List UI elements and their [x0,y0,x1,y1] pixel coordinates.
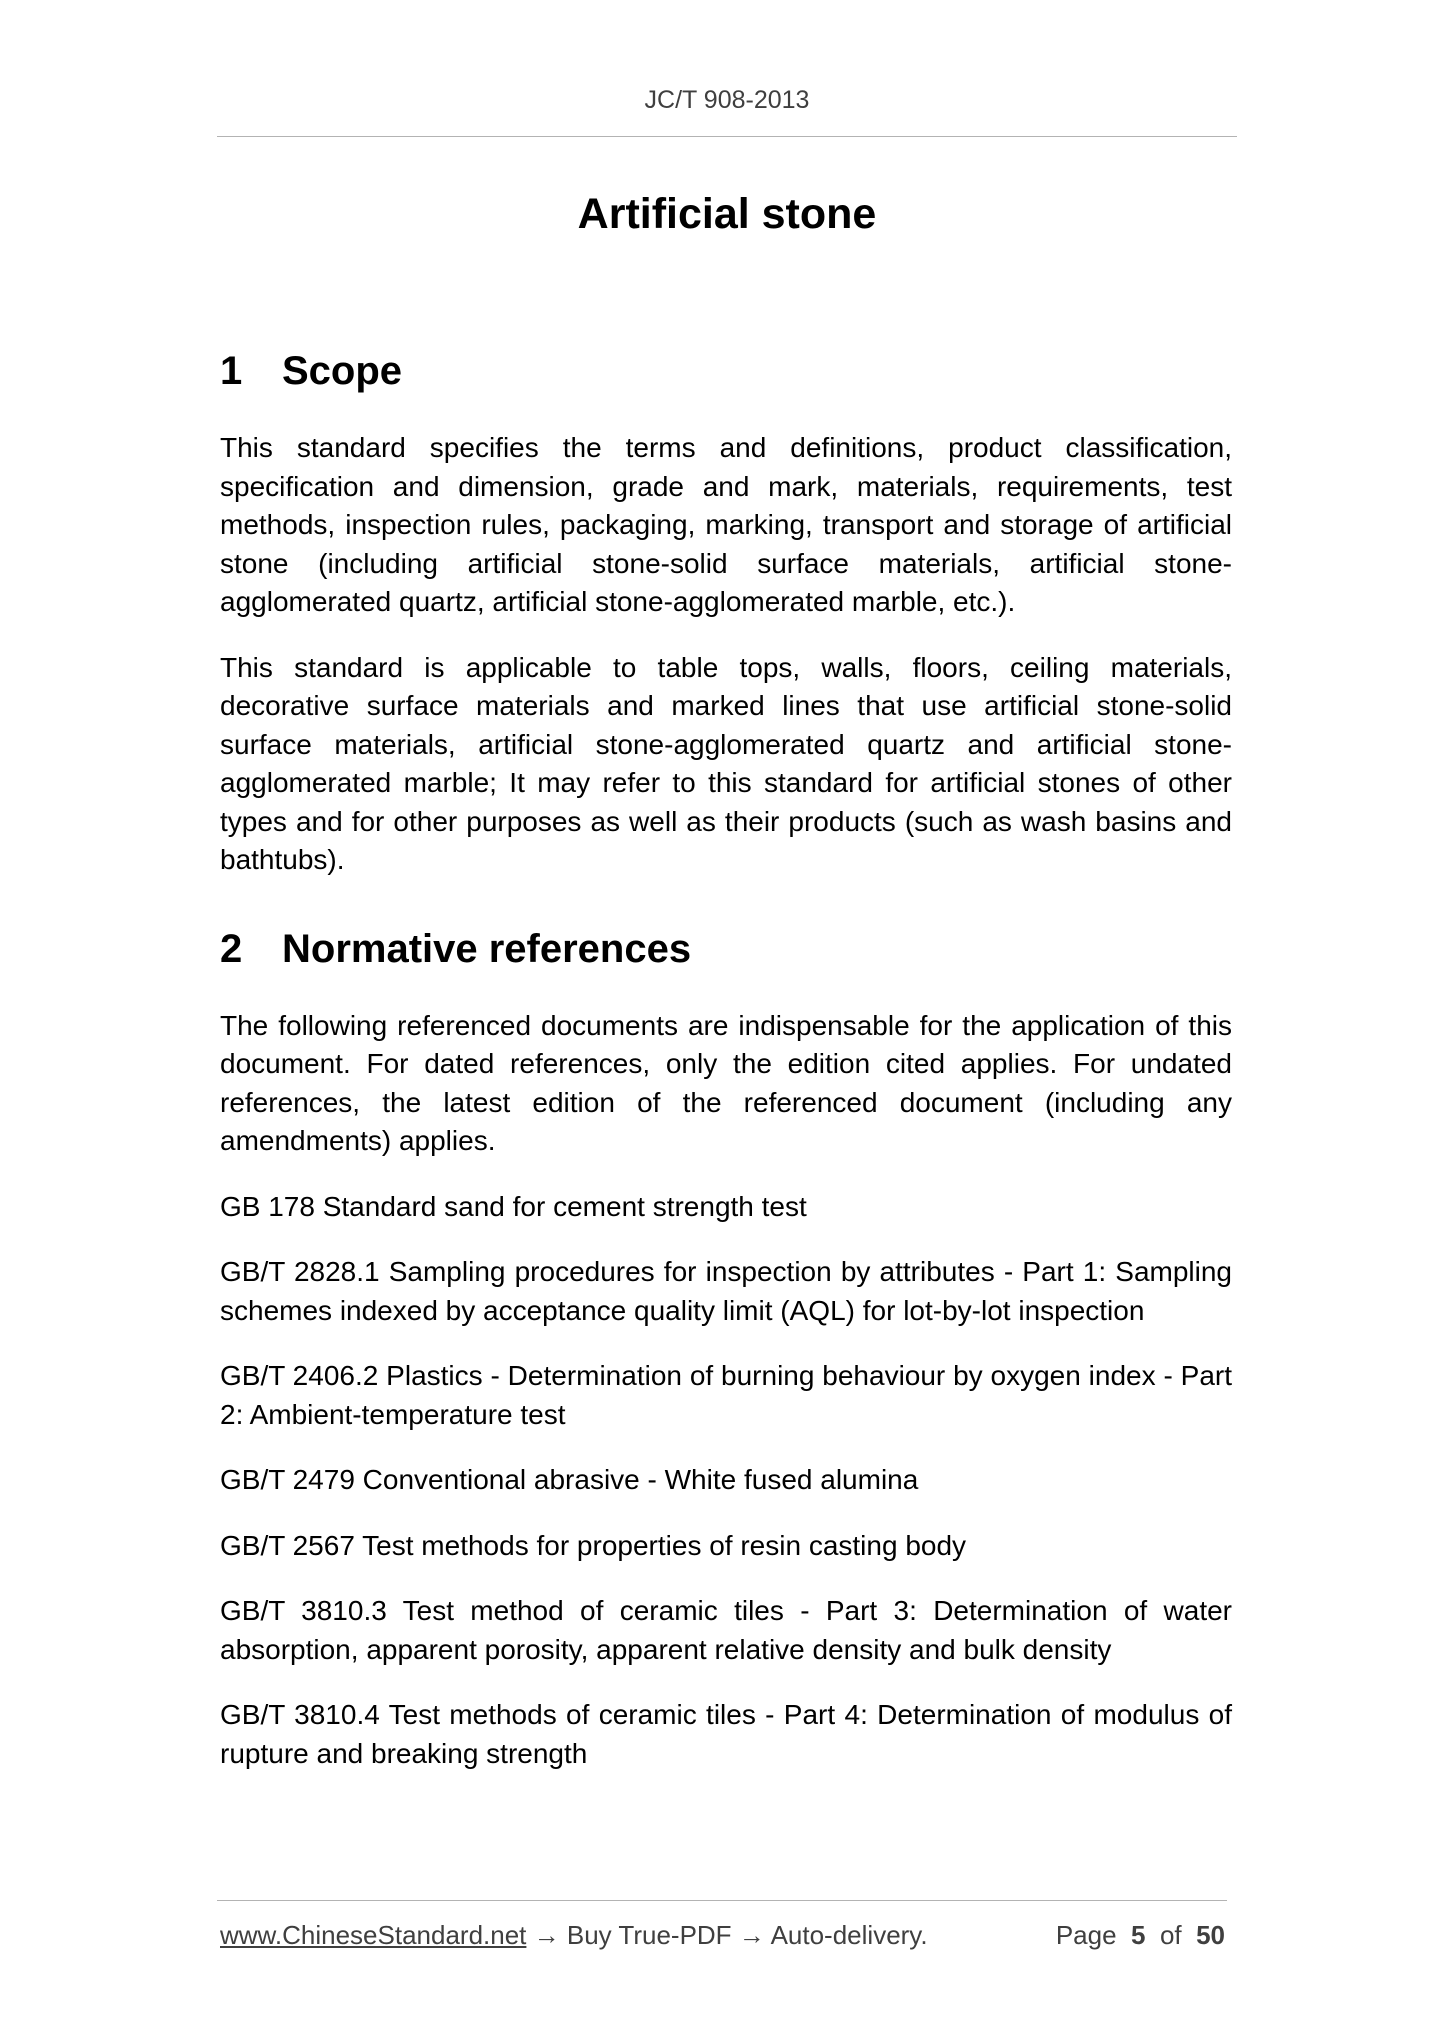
standard-code: JC/T 908-2013 [644,86,810,114]
page-total: 50 [1196,1920,1225,1950]
site-link[interactable]: www.ChineseStandard.net [220,1920,527,1950]
scope-paragraph: This standard specifies the terms and definitions, product classification, specification and dimension, grade and mark, materials, requirements, test methods, inspection rules, packaging, marking, transport and storage of artificial stone (including artificial stone-solid surface materials, artificial stone-agglomerated quartz, artificial stone-agglomerated marble, etc.). [220,432,1232,617]
promo-text: → Buy True-PDF → Auto-delivery. [526,1920,928,1950]
reference-item: GB 178 Standard sand for cement strength test [220,1190,807,1222]
page-current: 5 [1131,1920,1146,1950]
section-title: Normative references [282,926,692,971]
footer-promo [220,1918,928,1952]
reference-item: GB/T 2567 Test methods for properties of resin casting body [220,1529,967,1561]
document-body [220,346,1232,1773]
reference-item: GB/T 3810.3 Test method of ceramic tiles - Part 3: Determination of water absorption, apparent porosity, apparent relative density and bulk density [220,1595,1232,1665]
section-heading-scope [220,346,1232,396]
section-title: Scope [282,349,403,393]
page-of-label: of [1159,1920,1182,1950]
document-title: Artificial stone [577,190,877,238]
scope-paragraph: This standard is applicable to table tops, walls, floors, ceiling materials, decorative surface materials and marked lines that use artificial stone-solid surface materials, artificial stone-agglomerated quartz and artificial stone-agglomerated marble; It may refer to this standard for artificial stones of other types and for other purposes as well as their products (such as wash basins and bathtubs). [220,651,1232,875]
reference-item: GB/T 3810.4 Test methods of ceramic tiles - Part 4: Determination of modulus of rupture and breaking strength [220,1699,1232,1769]
section-number: 2 [220,926,243,971]
reference-item: GB/T 2406.2 Plastics - Determination of burning behaviour by oxygen index - Part 2: Ambient-temperature test [220,1360,1232,1430]
footer-divider [217,1900,1227,1901]
reference-item: GB/T 2479 Conventional abrasive - White fused alumina [220,1464,919,1495]
section-heading-normative-references [220,924,1232,974]
page-indicator [1056,1918,1225,1952]
page-label: Page [1055,1920,1117,1950]
section-number: 1 [220,349,243,393]
normative-intro: The following referenced documents are indispensable for the application of this document. For dated references, only the edition cited applies. For undated references, the latest edition of the referenced document (including any amendments) applies. [220,1009,1232,1156]
header-divider [217,136,1237,137]
reference-item: GB/T 2828.1 Sampling procedures for inspection by attributes - Part 1: Sampling schemes indexed by acceptance quality limit (AQL) for lot-by-lot inspection [220,1256,1232,1326]
